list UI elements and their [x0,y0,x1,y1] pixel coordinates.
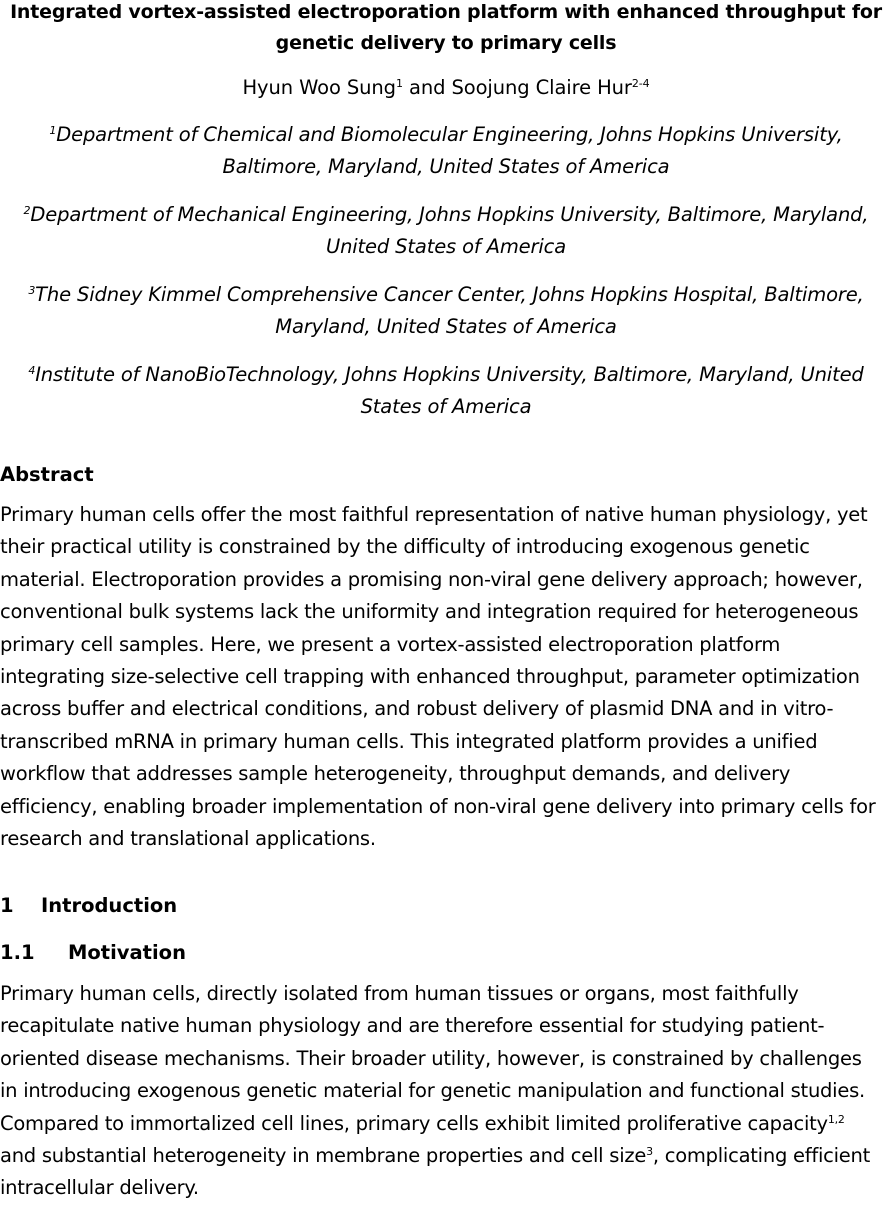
section-heading-introduction [0,890,177,922]
section-number: 1 [0,894,14,917]
abstract-line: Primary human cells offer the most faithful representation of native human physiology, yet [0,503,868,526]
affiliation-mark: 3 [28,284,36,297]
abstract-line: integrating size-selective cell trapping with enhanced throughput, parameter optimization [0,665,860,689]
body-line: in introducing exogenous genetic material for genetic manipulation and functional studies. [0,1079,865,1103]
body-line: oriented disease mechanisms. Their broader utility, however, is constrained by challenges [0,1046,862,1070]
affiliation-line: The Sidney Kimmel Comprehensive Cancer Center, Johns Hopkins Hospital, Baltimore, [35,283,864,306]
citation-mark: 3 [646,1145,653,1159]
author-list [0,72,892,104]
affiliation-1 [0,119,892,183]
abstract-line: conventional bulk systems lack the uniformity and integration required for heterogeneous [0,600,859,624]
abstract-line: transcribed mRNA in primary human cells. This integrated platform provides a unified [0,729,818,753]
author-affiliation-mark: 1 [395,77,403,90]
affiliation-line: Department of Mechanical Engineering, Johns Hopkins University, Baltimore, Maryland, [30,203,869,226]
body-line: recapitulate native human physiology and are therefore essential for studying patient- [0,1014,825,1038]
author-name: Soojung Claire Hur [451,76,632,99]
affiliation-line: Institute of NanoBioTechnology, Johns Hopkins University, Baltimore, Maryland, United [35,363,864,386]
body-line: Primary human cells, directly isolated from human tissues or organs, most faithfully [0,982,799,1005]
affiliation-3 [0,279,892,343]
abstract-line: material. Electroporation provides a promising non-viral gene delivery approach; however, [0,567,863,591]
abstract-heading: Abstract [0,463,94,486]
body-line: and substantial heterogeneity in membrane properties and cell size [0,1144,647,1168]
affiliation-line: Maryland, United States of America [275,315,617,338]
abstract-line: workflow that addresses sample heterogeneity, throughput demands, and delivery [0,762,791,786]
title-line-1: Integrated vortex-assisted electroporation platform with enhanced throughput for [10,1,882,23]
citation-mark: 1,2 [827,1112,845,1126]
title-line-2: genetic delivery to primary cells [275,32,617,54]
author-affiliation-mark: 2-4 [631,77,650,90]
section-title: Motivation [68,941,186,964]
affiliation-line: Baltimore, Maryland, United States of America [222,155,670,178]
affiliation-line: Department of Chemical and Biomolecular Engineering, Johns Hopkins University, [56,123,843,146]
author-conjunction: and [402,76,452,99]
abstract-line: research and translational applications. [0,827,376,851]
abstract-line: efficiency, enabling broader implementation of non-viral gene delivery into primary cells for [0,794,876,818]
affiliation-4 [0,359,892,423]
affiliation-mark: 1 [49,124,57,137]
body-line: Compared to immortalized cell lines, primary cells exhibit limited proliferative capacity [0,1111,828,1135]
affiliation-line: States of America [360,395,532,418]
abstract-line: primary cell samples. Here, we present a vortex-assisted electroporation platform [0,632,781,656]
introduction-body [0,978,892,1205]
affiliation-line: United States of America [325,235,567,258]
subsection-heading-motivation [0,937,186,969]
abstract-line: across buffer and electrical conditions, and robust delivery of plasmid DNA and in vitro- [0,697,834,721]
body-line: intracellular delivery. [0,1176,199,1200]
affiliation-mark: 4 [28,364,36,377]
section-number: 1.1 [0,941,35,964]
abstract-line: their practical utility is constrained by the difficulty of introducing exogenous genetic [0,535,810,559]
affiliation-2 [0,199,892,263]
abstract-body [0,499,892,855]
paper-title [0,0,892,59]
author-name: Hyun Woo Sung [242,76,396,99]
body-line: , complicating efficient [652,1144,871,1168]
affiliation-mark: 2 [23,204,31,217]
section-title: Introduction [41,894,178,917]
